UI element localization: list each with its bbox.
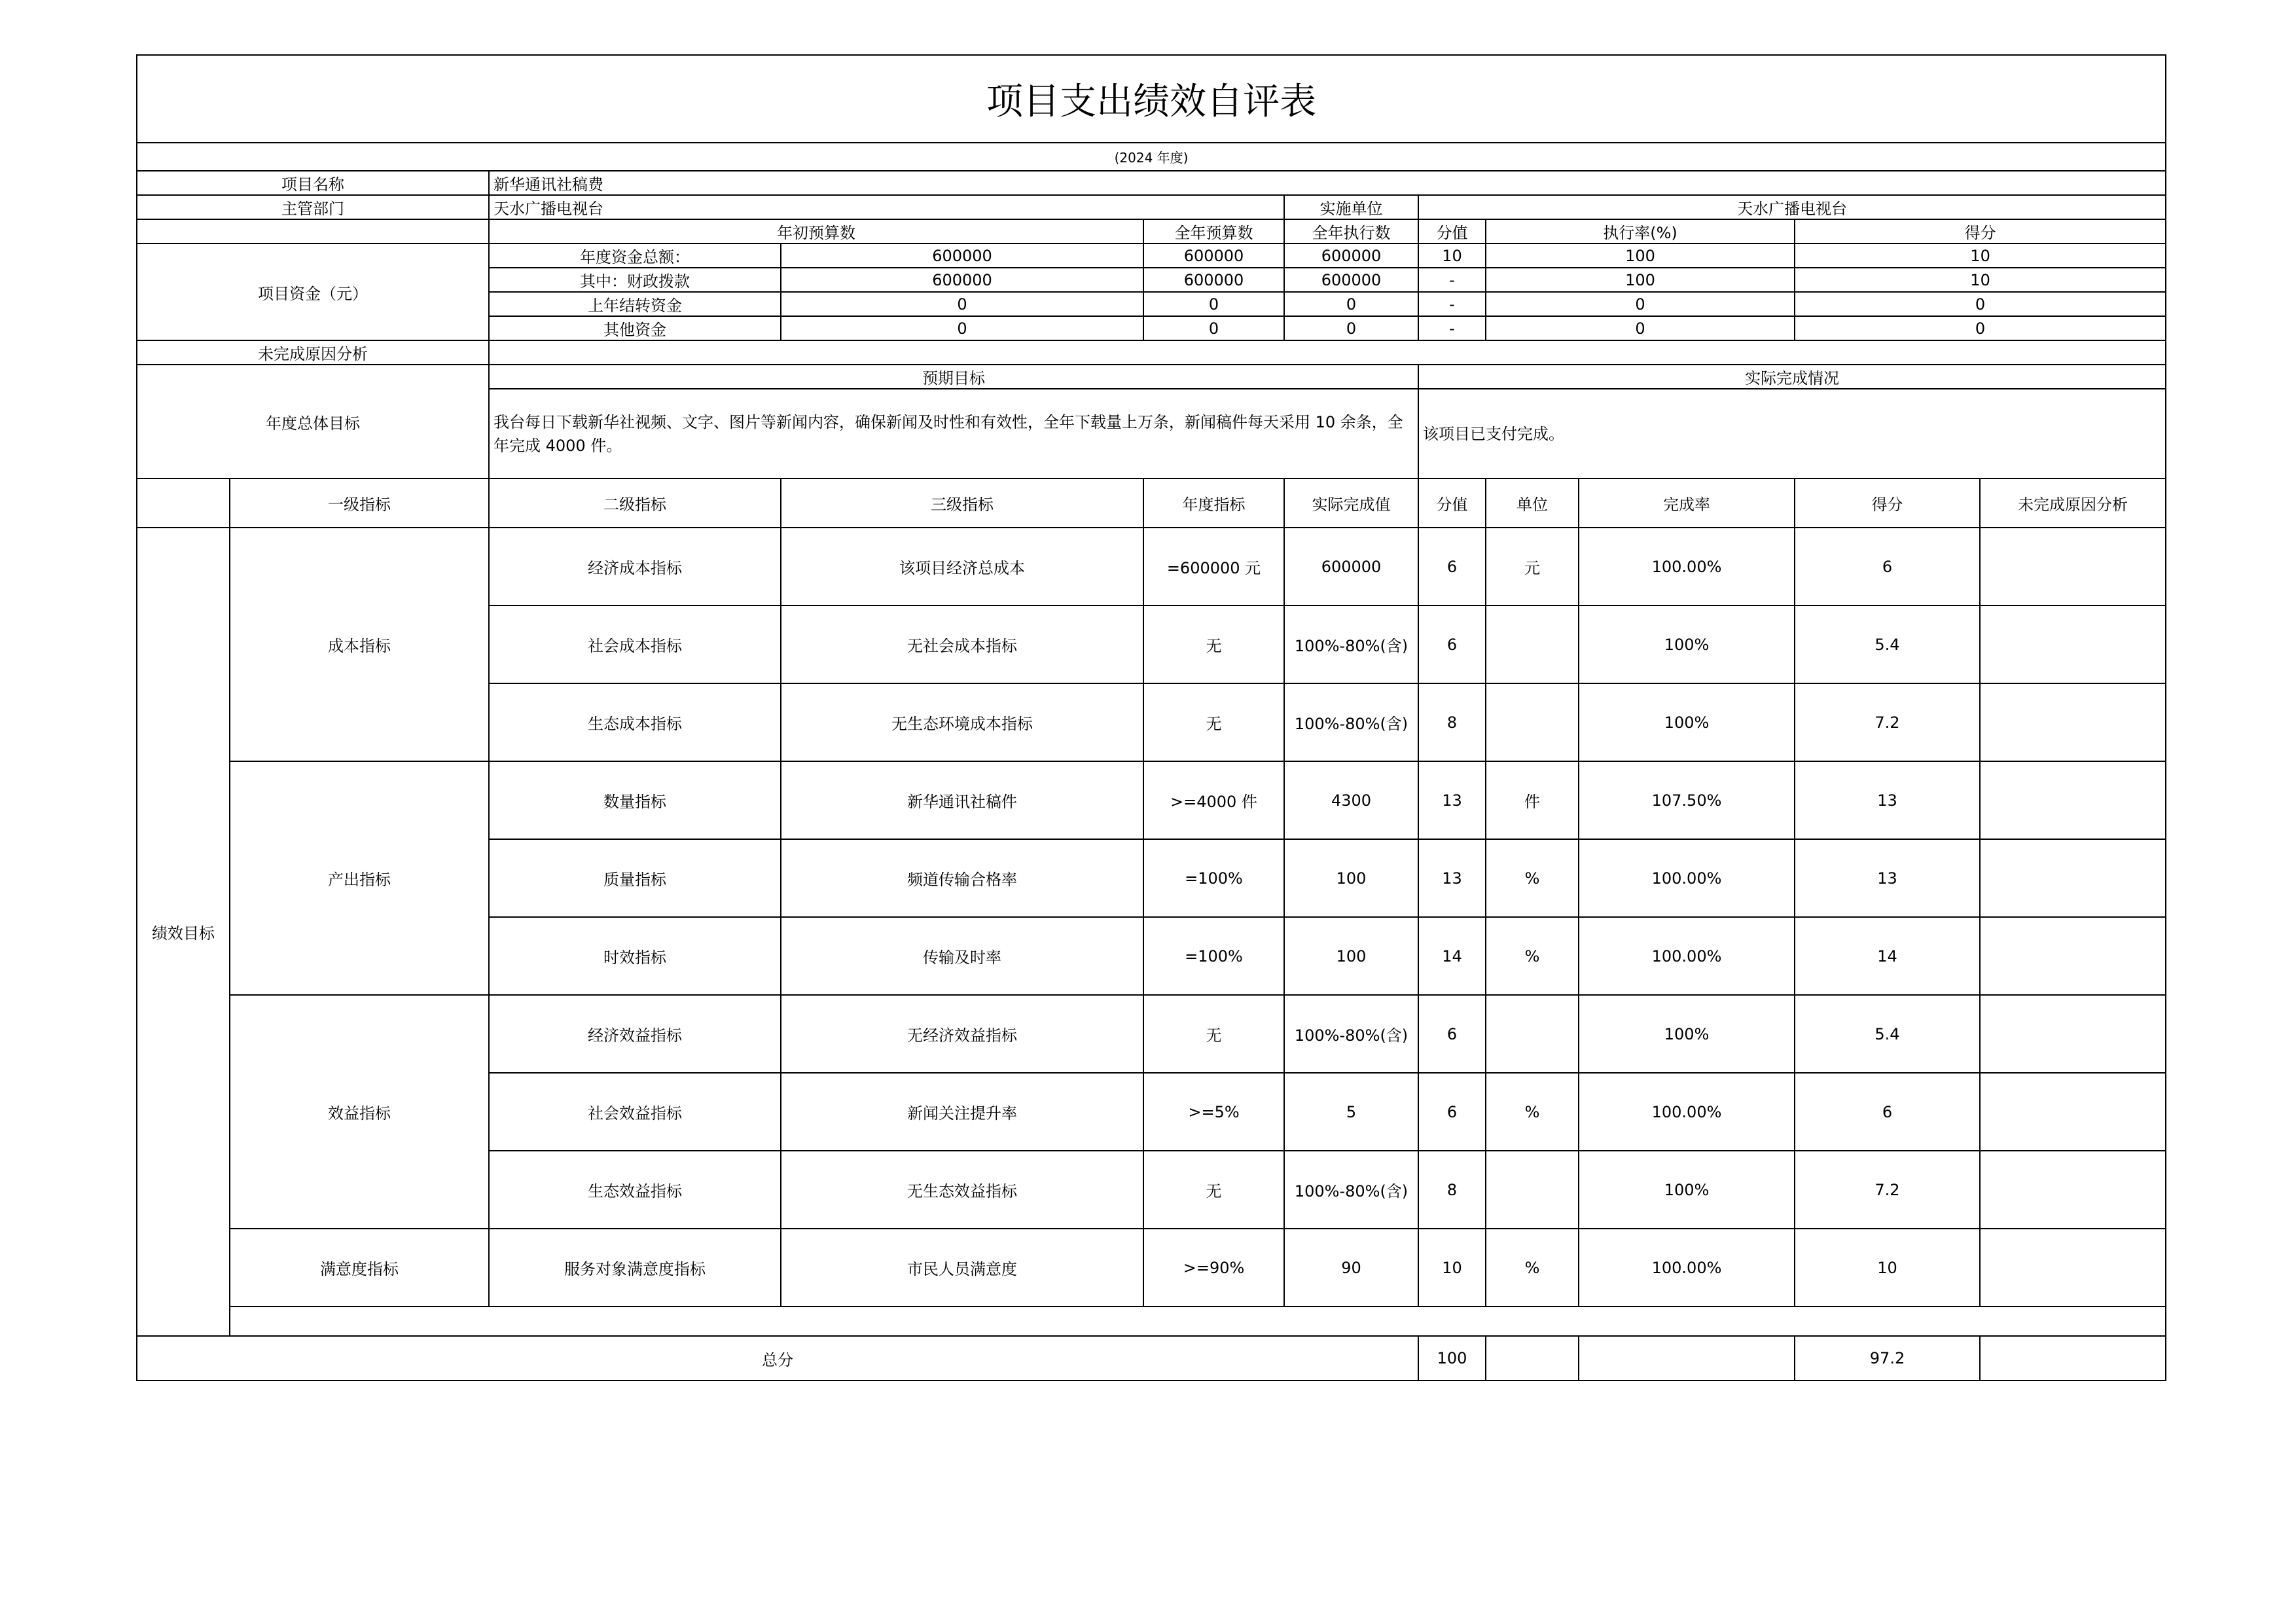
perf-header-blank: [137, 478, 230, 528]
total-label: 总分: [137, 1336, 1418, 1380]
perf-cell: 100: [1284, 839, 1418, 917]
evaluation-sheet: [136, 54, 2165, 1380]
fund-row-name: 上年结转资金: [489, 292, 781, 316]
fund-cell: 0: [781, 292, 1143, 316]
perf-cell: 4300: [1284, 761, 1418, 839]
perf-cell: %: [1486, 917, 1579, 995]
perf-row: [137, 995, 2166, 1073]
perf-cell: 100.00%: [1579, 839, 1795, 917]
perf-cell: 经济效益指标: [489, 995, 781, 1073]
perf-cell: 件: [1486, 761, 1579, 839]
perf-cell: [1980, 683, 2166, 761]
total-reason: [1980, 1336, 2166, 1380]
total-unit: [1486, 1336, 1579, 1380]
perf-cell: 服务对象满意度指标: [489, 1229, 781, 1307]
page-title: 项目支出绩效自评表: [137, 55, 2166, 143]
perf-cell: 10: [1795, 1229, 1980, 1307]
perf-cell: 6: [1418, 1073, 1486, 1151]
perf-cell: 100.00%: [1579, 1229, 1795, 1307]
perf-cell: 100: [1284, 917, 1418, 995]
perf-cell: =100%: [1143, 917, 1284, 995]
perf-cell: [1980, 1073, 2166, 1151]
perf-cell: 8: [1418, 683, 1486, 761]
perf-cell: 13: [1795, 761, 1980, 839]
perf-header: 完成率: [1579, 478, 1795, 528]
perf-cell: [1486, 1151, 1579, 1229]
impl-value: 天水广播电视台: [1418, 195, 2166, 219]
perf-cell: 100%: [1579, 1151, 1795, 1229]
perf-row: [137, 528, 2166, 605]
perf-cell: 无: [1143, 995, 1284, 1073]
perf-label: 绩效目标: [137, 528, 230, 1336]
perf-cell: 无经济效益指标: [781, 995, 1143, 1073]
perf-cell: 6: [1418, 995, 1486, 1073]
fund-cell: -: [1418, 268, 1486, 292]
total-rate: [1579, 1336, 1795, 1380]
perf-cell: 5.4: [1795, 995, 1980, 1073]
expected-goal-label: 预期目标: [489, 365, 1418, 389]
fund-row-name: 年度资金总额：: [489, 244, 781, 268]
fund-cell: 600000: [1143, 268, 1284, 292]
perf-cell: [1980, 605, 2166, 683]
perf-cell: [1486, 995, 1579, 1073]
fund-cell: 0: [1284, 316, 1418, 340]
perf-cell: >=90%: [1143, 1229, 1284, 1307]
fund-header: 全年预算数: [1143, 219, 1284, 244]
perf-l1-cell: 满意度指标: [230, 1229, 489, 1307]
fund-cell: 10: [1795, 268, 2166, 292]
perf-header: 分值: [1418, 478, 1486, 528]
fund-cell: 600000: [781, 244, 1143, 268]
fund-cell: 0: [1486, 292, 1795, 316]
perf-l1-cell: 成本指标: [230, 528, 489, 761]
perf-header: 一级指标: [230, 478, 489, 528]
evaluation-table: [136, 54, 2166, 1381]
perf-cell: 5.4: [1795, 605, 1980, 683]
actual-goal-text: 该项目已支付完成。: [1418, 389, 2166, 478]
perf-cell: 6: [1418, 605, 1486, 683]
fund-cell: 10: [1418, 244, 1486, 268]
total-score: 97.2: [1795, 1336, 1980, 1380]
perf-cell: [1980, 839, 2166, 917]
fund-header-blank: [137, 219, 489, 244]
perf-header: 未完成原因分析: [1980, 478, 2166, 528]
fund-cell: 100: [1486, 244, 1795, 268]
perf-cell: [1486, 683, 1579, 761]
fund-cell: 0: [1795, 316, 2166, 340]
fund-cell: -: [1418, 292, 1486, 316]
fund-row-name: 其他资金: [489, 316, 781, 340]
perf-cell: 14: [1795, 917, 1980, 995]
fund-cell: 0: [781, 316, 1143, 340]
perf-header: 单位: [1486, 478, 1579, 528]
perf-cell: %: [1486, 1073, 1579, 1151]
dept-label: 主管部门: [137, 195, 489, 219]
perf-cell: 无社会成本指标: [781, 605, 1143, 683]
perf-cell: [1980, 1229, 2166, 1307]
perf-cell: 数量指标: [489, 761, 781, 839]
perf-cell: 6: [1795, 1073, 1980, 1151]
impl-label: 实施单位: [1284, 195, 1418, 219]
perf-cell: 该项目经济总成本: [781, 528, 1143, 605]
perf-header: 得分: [1795, 478, 1980, 528]
fund-cell: 600000: [1143, 244, 1284, 268]
perf-header: 二级指标: [489, 478, 781, 528]
perf-cell: 生态效益指标: [489, 1151, 781, 1229]
fund-row-name: 其中：财政拨款: [489, 268, 781, 292]
year-label: (2024 年度): [137, 143, 2166, 171]
perf-row: [137, 1229, 2166, 1307]
perf-cell: 100%-80%(含): [1284, 995, 1418, 1073]
perf-cell: 无生态环境成本指标: [781, 683, 1143, 761]
perf-cell: 市民人员满意度: [781, 1229, 1143, 1307]
fund-cell: 10: [1795, 244, 2166, 268]
fund-cell: 0: [1486, 316, 1795, 340]
perf-cell: 7.2: [1795, 683, 1980, 761]
dept-value: 天水广播电视台: [489, 195, 1284, 219]
perf-cell: 100%: [1579, 683, 1795, 761]
perf-cell: 600000: [1284, 528, 1418, 605]
perf-cell: 6: [1418, 528, 1486, 605]
fund-cell: 600000: [1284, 244, 1418, 268]
perf-cell: 新华通讯社稿件: [781, 761, 1143, 839]
fund-cell: 0: [1284, 292, 1418, 316]
fund-header: 执行率(%): [1486, 219, 1795, 244]
actual-goal-label: 实际完成情况: [1418, 365, 2166, 389]
perf-cell: [1980, 761, 2166, 839]
perf-cell: %: [1486, 839, 1579, 917]
perf-cell: 8: [1418, 1151, 1486, 1229]
fund-header: 年初预算数: [489, 219, 1143, 244]
perf-cell: 元: [1486, 528, 1579, 605]
perf-cell: =600000 元: [1143, 528, 1284, 605]
perf-cell: 质量指标: [489, 839, 781, 917]
perf-l1-cell: 效益指标: [230, 995, 489, 1229]
perf-cell: 5: [1284, 1073, 1418, 1151]
perf-cell: 时效指标: [489, 917, 781, 995]
perf-cell: [1980, 917, 2166, 995]
fund-label: 项目资金（元）: [137, 244, 489, 340]
perf-cell: 7.2: [1795, 1151, 1980, 1229]
perf-row: [137, 761, 2166, 839]
fund-cell: 0: [1795, 292, 2166, 316]
perf-cell: %: [1486, 1229, 1579, 1307]
perf-cell: [1980, 1151, 2166, 1229]
perf-l1-cell: 产出指标: [230, 761, 489, 995]
perf-cell: 无: [1143, 683, 1284, 761]
perf-cell: [1980, 528, 2166, 605]
perf-cell: 社会成本指标: [489, 605, 781, 683]
perf-cell: 90: [1284, 1229, 1418, 1307]
perf-cell: 100%-80%(含): [1284, 1151, 1418, 1229]
perf-cell: =100%: [1143, 839, 1284, 917]
expected-goal-text: 我台每日下载新华社视频、文字、图片等新闻内容，确保新闻及时性和有效性，全年下载量上万条，新闻稿件每天采用 10 余条，全年完成 4000 件。: [489, 389, 1418, 478]
perf-cell: 100.00%: [1579, 917, 1795, 995]
perf-cell: 100.00%: [1579, 528, 1795, 605]
perf-cell: 生态成本指标: [489, 683, 781, 761]
fund-cell: 100: [1486, 268, 1795, 292]
perf-cell: [1486, 605, 1579, 683]
perf-cell: 100.00%: [1579, 1073, 1795, 1151]
perf-header: 实际完成值: [1284, 478, 1418, 528]
perf-cell: >=4000 件: [1143, 761, 1284, 839]
perf-cell: 经济成本指标: [489, 528, 781, 605]
fund-cell: 600000: [1284, 268, 1418, 292]
perf-cell: >=5%: [1143, 1073, 1284, 1151]
perf-cell: 传输及时率: [781, 917, 1143, 995]
fund-header: 得分: [1795, 219, 2166, 244]
perf-cell: 13: [1418, 761, 1486, 839]
perf-cell: 13: [1795, 839, 1980, 917]
project-name-label: 项目名称: [137, 171, 489, 195]
perf-cell: 无生态效益指标: [781, 1151, 1143, 1229]
perf-cell: 频道传输合格率: [781, 839, 1143, 917]
spacer-row: [230, 1307, 2166, 1336]
perf-cell: 100%-80%(含): [1284, 683, 1418, 761]
perf-cell: 社会效益指标: [489, 1073, 781, 1151]
perf-cell: 10: [1418, 1229, 1486, 1307]
fund-cell: 0: [1143, 316, 1284, 340]
perf-header: 年度指标: [1143, 478, 1284, 528]
fund-header: 分值: [1418, 219, 1486, 244]
perf-cell: 100%-80%(含): [1284, 605, 1418, 683]
unfinished-value: [489, 340, 2166, 365]
perf-cell: 107.50%: [1579, 761, 1795, 839]
fund-cell: 600000: [781, 268, 1143, 292]
fund-header: 全年执行数: [1284, 219, 1418, 244]
perf-cell: 100%: [1579, 995, 1795, 1073]
perf-cell: [1980, 995, 2166, 1073]
total-score-value: 100: [1418, 1336, 1486, 1380]
perf-cell: 14: [1418, 917, 1486, 995]
perf-cell: 无: [1143, 1151, 1284, 1229]
perf-cell: 100%: [1579, 605, 1795, 683]
perf-cell: 无: [1143, 605, 1284, 683]
perf-header: 三级指标: [781, 478, 1143, 528]
perf-cell: 新闻关注提升率: [781, 1073, 1143, 1151]
fund-cell: 0: [1143, 292, 1284, 316]
project-name-value: 新华通讯社稿费: [489, 171, 2166, 195]
perf-cell: 6: [1795, 528, 1980, 605]
unfinished-label: 未完成原因分析: [137, 340, 489, 365]
perf-cell: 13: [1418, 839, 1486, 917]
goal-label: 年度总体目标: [137, 365, 489, 478]
fund-cell: -: [1418, 316, 1486, 340]
